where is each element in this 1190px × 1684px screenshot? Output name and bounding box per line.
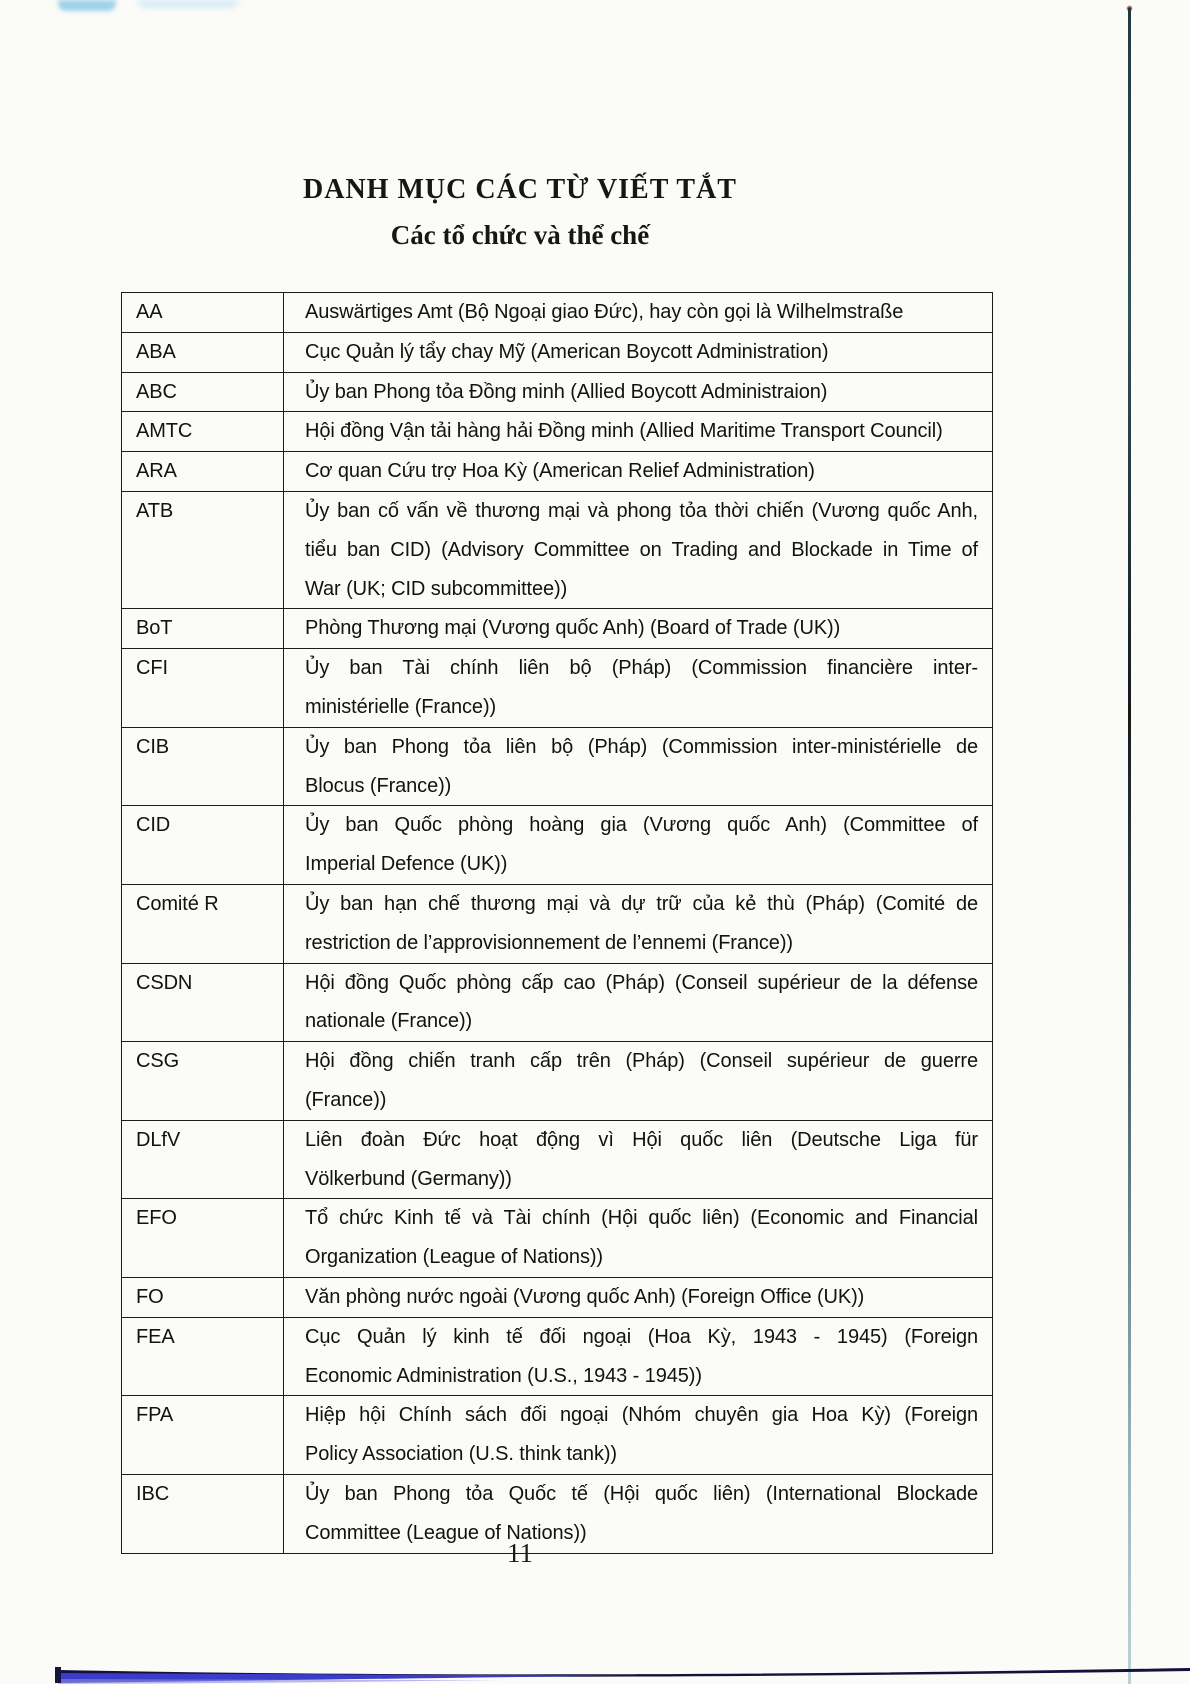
abbreviation-cell: FPA	[122, 1396, 284, 1475]
abbreviation-cell: EFO	[122, 1199, 284, 1278]
description-line: Committee (League of Nations))	[305, 1521, 587, 1544]
table-row	[122, 1277, 993, 1317]
table-row	[122, 332, 993, 372]
abbreviation-cell: CIB	[122, 727, 284, 806]
table-row	[122, 649, 993, 728]
description-line: Ủy ban Quốc phòng hoàng gia (Vương quốc Anh) (Committee of	[305, 814, 978, 837]
description-line: Organization (League of Nations))	[305, 1246, 603, 1269]
abbreviation-cell: AMTC	[122, 412, 284, 452]
description-line: Ủy ban Phong tỏa liên bộ (Pháp) (Commission inter-ministérielle de	[305, 735, 978, 758]
abbreviation-cell: ABA	[122, 332, 284, 372]
description-line: Ủy ban Phong tỏa Quốc tế (Hội quốc liên) (International Blockade	[305, 1482, 978, 1505]
abbreviation-cell: BoT	[122, 609, 284, 649]
description-line: War (UK; CID subcommittee))	[305, 577, 568, 600]
table-row	[122, 806, 993, 885]
abbreviation-cell: CSDN	[122, 963, 284, 1042]
abbreviations-table-body	[122, 293, 993, 1554]
description-line: Văn phòng nước ngoài (Vương quốc Anh) (Foreign Office (UK))	[305, 1285, 865, 1308]
description-cell	[284, 963, 993, 1042]
description-cell	[284, 1277, 993, 1317]
description-cell	[284, 884, 993, 963]
description-cell	[284, 806, 993, 885]
description-line: nationale (France))	[305, 1010, 473, 1033]
abbreviation-cell: Comité R	[122, 884, 284, 963]
description-cell	[284, 491, 993, 608]
table-row	[122, 293, 993, 333]
description-line: tiểu ban CID) (Advisory Committee on Trading and Blockade in Time of	[305, 538, 978, 561]
description-line: Cục Quản lý kinh tế đối ngoại (Hoa Kỳ, 1943 - 1945) (Foreign	[305, 1325, 978, 1348]
abbreviation-cell: FEA	[122, 1317, 284, 1396]
abbreviation-cell: CSG	[122, 1042, 284, 1121]
description-line: Ủy ban Tài chính liên bộ (Pháp) (Commission financière inter-	[305, 657, 978, 680]
description-line: Ủy ban Phong tỏa Đồng minh (Allied Boycott Administraion)	[305, 380, 828, 403]
abbreviation-cell: ARA	[122, 452, 284, 492]
abbreviation-cell: ABC	[122, 372, 284, 412]
description-cell	[284, 1042, 993, 1121]
description-line: Blocus (France))	[305, 774, 452, 797]
description-line: Tổ chức Kinh tế và Tài chính (Hội quốc liên) (Economic and Financial	[305, 1207, 978, 1230]
description-line: Hội đồng Quốc phòng cấp cao (Pháp) (Conseil supérieur de la défense	[305, 971, 978, 994]
description-cell	[284, 727, 993, 806]
description-cell	[284, 1396, 993, 1475]
book-edge-bottom-bar	[0, 1662, 1190, 1684]
table-row	[122, 372, 993, 412]
description-line: Hội đồng Vận tải hàng hải Đồng minh (Allied Maritime Transport Council)	[305, 420, 943, 443]
description-cell	[284, 649, 993, 728]
description-line: restriction de l’approvisionnement de l’ennemi (France))	[305, 931, 793, 954]
description-line: (France))	[305, 1088, 387, 1111]
table-row	[122, 1317, 993, 1396]
page-title: DANH MỤC CÁC TỪ VIẾT TẮT	[303, 174, 737, 205]
description-cell	[284, 452, 993, 492]
scan-smudge-icon	[138, 0, 238, 8]
description-line: Economic Administration (U.S., 1943 - 1945))	[305, 1364, 702, 1387]
table-row	[122, 1199, 993, 1278]
description-cell	[284, 372, 993, 412]
table-row	[122, 884, 993, 963]
description-line: Phòng Thương mại (Vương quốc Anh) (Board of Trade (UK))	[305, 617, 841, 640]
page-number: 11	[507, 1538, 533, 1568]
table-row	[122, 963, 993, 1042]
scan-smudge-icon	[58, 0, 116, 11]
abbreviations-table	[121, 292, 993, 1554]
description-line: Imperial Defence (UK))	[305, 853, 508, 876]
description-cell	[284, 293, 993, 333]
description-cell	[284, 1199, 993, 1278]
abbreviation-cell: IBC	[122, 1474, 284, 1553]
description-line: Ủy ban hạn chế thương mại và dự trữ của kẻ thù (Pháp) (Comité de	[305, 892, 978, 915]
table-row	[122, 1120, 993, 1199]
table-row	[122, 1396, 993, 1475]
description-line: Auswärtiges Amt (Bộ Ngoại giao Đức), hay còn gọi là Wilhelmstraße	[305, 301, 904, 323]
table-row	[122, 491, 993, 608]
description-line: ministérielle (France))	[305, 695, 497, 718]
table-row	[122, 1042, 993, 1121]
description-cell	[284, 332, 993, 372]
page-heading	[60, 168, 980, 258]
description-line: Policy Association (U.S. think tank))	[305, 1443, 617, 1466]
book-edge-line	[1128, 8, 1131, 1684]
table-row	[122, 727, 993, 806]
description-line: Ủy ban cố vấn về thương mại và phong tỏa thời chiến (Vương quốc Anh,	[305, 499, 978, 522]
abbreviation-cell: CFI	[122, 649, 284, 728]
description-cell	[284, 1120, 993, 1199]
abbreviation-cell: DLfV	[122, 1120, 284, 1199]
abbreviation-cell: CID	[122, 806, 284, 885]
page-subtitle: Các tổ chức và thể chế	[390, 220, 650, 250]
description-line: Völkerbund (Germany))	[305, 1167, 512, 1190]
description-cell	[284, 609, 993, 649]
description-line: Hiệp hội Chính sách đối ngoại (Nhóm chuyên gia Hoa Kỳ) (Foreign	[305, 1404, 978, 1427]
description-line: Hội đồng chiến tranh cấp trên (Pháp) (Conseil supérieur de guerre	[305, 1050, 978, 1073]
table-row	[122, 412, 993, 452]
description-line: Liên đoàn Đức hoạt động vì Hội quốc liên (Deutsche Liga für	[305, 1128, 978, 1151]
abbreviation-cell: AA	[122, 293, 284, 333]
description-line: Cơ quan Cứu trợ Hoa Kỳ (American Relief Administration)	[305, 460, 815, 483]
description-cell	[284, 412, 993, 452]
description-cell	[284, 1317, 993, 1396]
abbreviation-cell: FO	[122, 1277, 284, 1317]
description-line: Cục Quản lý tẩy chay Mỹ (American Boycott Administration)	[305, 340, 829, 363]
table-row	[122, 609, 993, 649]
abbreviation-cell: ATB	[122, 491, 284, 608]
table-row	[122, 452, 993, 492]
